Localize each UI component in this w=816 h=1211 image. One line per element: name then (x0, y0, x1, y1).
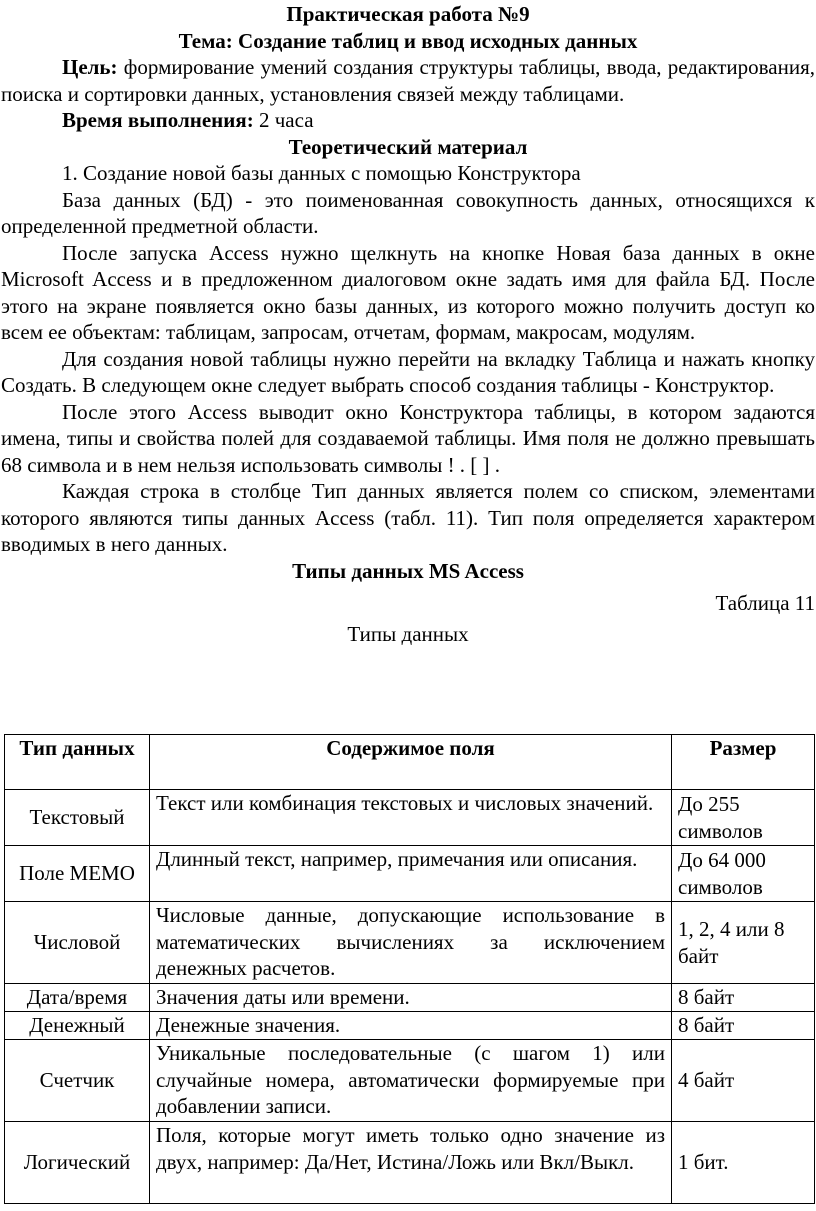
table-row (5, 1122, 815, 1204)
type-cell: Денежный (5, 1012, 150, 1040)
table-header-row (5, 735, 815, 790)
theory-heading: Теоретический материал (288, 134, 528, 159)
type-cell: Числовой (5, 902, 150, 984)
size-cell: 8 байт (672, 984, 815, 1012)
content-cell: Денежные значения. (150, 1012, 672, 1040)
content-cell: Значения даты или времени. (150, 984, 672, 1012)
theory-paragraph: 1. Создание новой базы данных с помощью Конструктора (62, 161, 581, 185)
theory-paragraph: Каждая строка в столбце Тип данных является полем со списком, элементами которого являются типы данных Access (табл. 11). Тип поля определяется характером вводимых в него данных. (1, 479, 815, 556)
type-cell: Логический (5, 1122, 150, 1204)
document-page (1, 1, 815, 647)
type-cell: Счетчик (5, 1040, 150, 1122)
table-number: Таблица 11 (715, 591, 815, 615)
table-row (5, 984, 815, 1012)
type-cell: Текстовый (5, 790, 150, 846)
theory-paragraph: База данных (БД) - это поименованная совокупность данных, относящихся к определенной предметной области. (1, 187, 815, 238)
table-caption: Типы данных (347, 621, 469, 646)
column-header-content: Содержимое поля (150, 735, 672, 790)
size-cell: До 64 000 символов (672, 846, 815, 902)
type-cell: Поле MEMO (5, 846, 150, 902)
data-types-table (4, 734, 815, 1204)
size-cell: 8 байт (672, 1012, 815, 1040)
size-cell: До 255 символов (672, 790, 815, 846)
size-cell: 1 бит. (672, 1122, 815, 1204)
goal-paragraph (1, 54, 815, 107)
time-text: 2 часа (253, 108, 314, 132)
document-title: Практическая работа №9 (286, 2, 530, 26)
content-cell: Уникальные последовательные (с шагом 1) или случайные номера, автоматически формируемые при добавлении записи. (150, 1040, 672, 1122)
table-row (5, 1040, 815, 1122)
column-header-size: Размер (672, 735, 815, 790)
size-cell: 1, 2, 4 или 8 байт (672, 902, 815, 984)
theory-paragraph: После запуска Access нужно щелкнуть на кнопке Новая база данных в окне Microsoft Access и в предложенном диалоговом окне задать имя для файла БД. После этого на экране появляется окно базы данных, из которого можно получить доступ ко всем ее объектам: таблицам, запросам, отчетам, формам, макросам, модулям. (1, 240, 815, 344)
theory-paragraph: После этого Access выводит окно Конструктора таблицы, в котором задаются имена, типы и свойства полей для создаваемой таблицы. Имя поля не должно превышать 68 символа и в нем нельзя использовать символы ! . [ ] . (1, 399, 815, 477)
time-paragraph (1, 107, 815, 134)
column-header-type: Тип данных (5, 735, 150, 790)
goal-label: Цель: (62, 55, 118, 79)
table-row (5, 1012, 815, 1040)
goal-text: формирование умений создания структуры таблицы, ввода, редактирования, поиска и сортировки данных, установления связей между таблицами. (1, 55, 815, 106)
table-row (5, 846, 815, 902)
table-section-heading: Типы данных MS Access (292, 558, 524, 583)
table-row (5, 902, 815, 984)
content-cell: Поля, которые могут иметь только одно значение из двух, например: Да/Нет, Истина/Ложь или Вкл/Выкл. (150, 1122, 672, 1204)
document-topic: Тема: Создание таблиц и ввод исходных данных (178, 28, 638, 53)
table-row (5, 790, 815, 846)
time-label: Время выполнения: (62, 108, 254, 132)
content-cell: Длинный текст, например, примечания или описания. (150, 846, 672, 902)
content-cell: Числовые данные, допускающие использование в математических вычислениях за исключением денежных расчетов. (150, 902, 672, 984)
content-cell: Текст или комбинация текстовых и числовых значений. (150, 790, 672, 846)
type-cell: Дата/время (5, 984, 150, 1012)
theory-paragraph: Для создания новой таблицы нужно перейти на вкладку Таблица и нажать кнопку Создать. В следующем окне следует выбрать способ создания таблицы - Конструктор. (1, 346, 815, 397)
size-cell: 4 байт (672, 1040, 815, 1122)
